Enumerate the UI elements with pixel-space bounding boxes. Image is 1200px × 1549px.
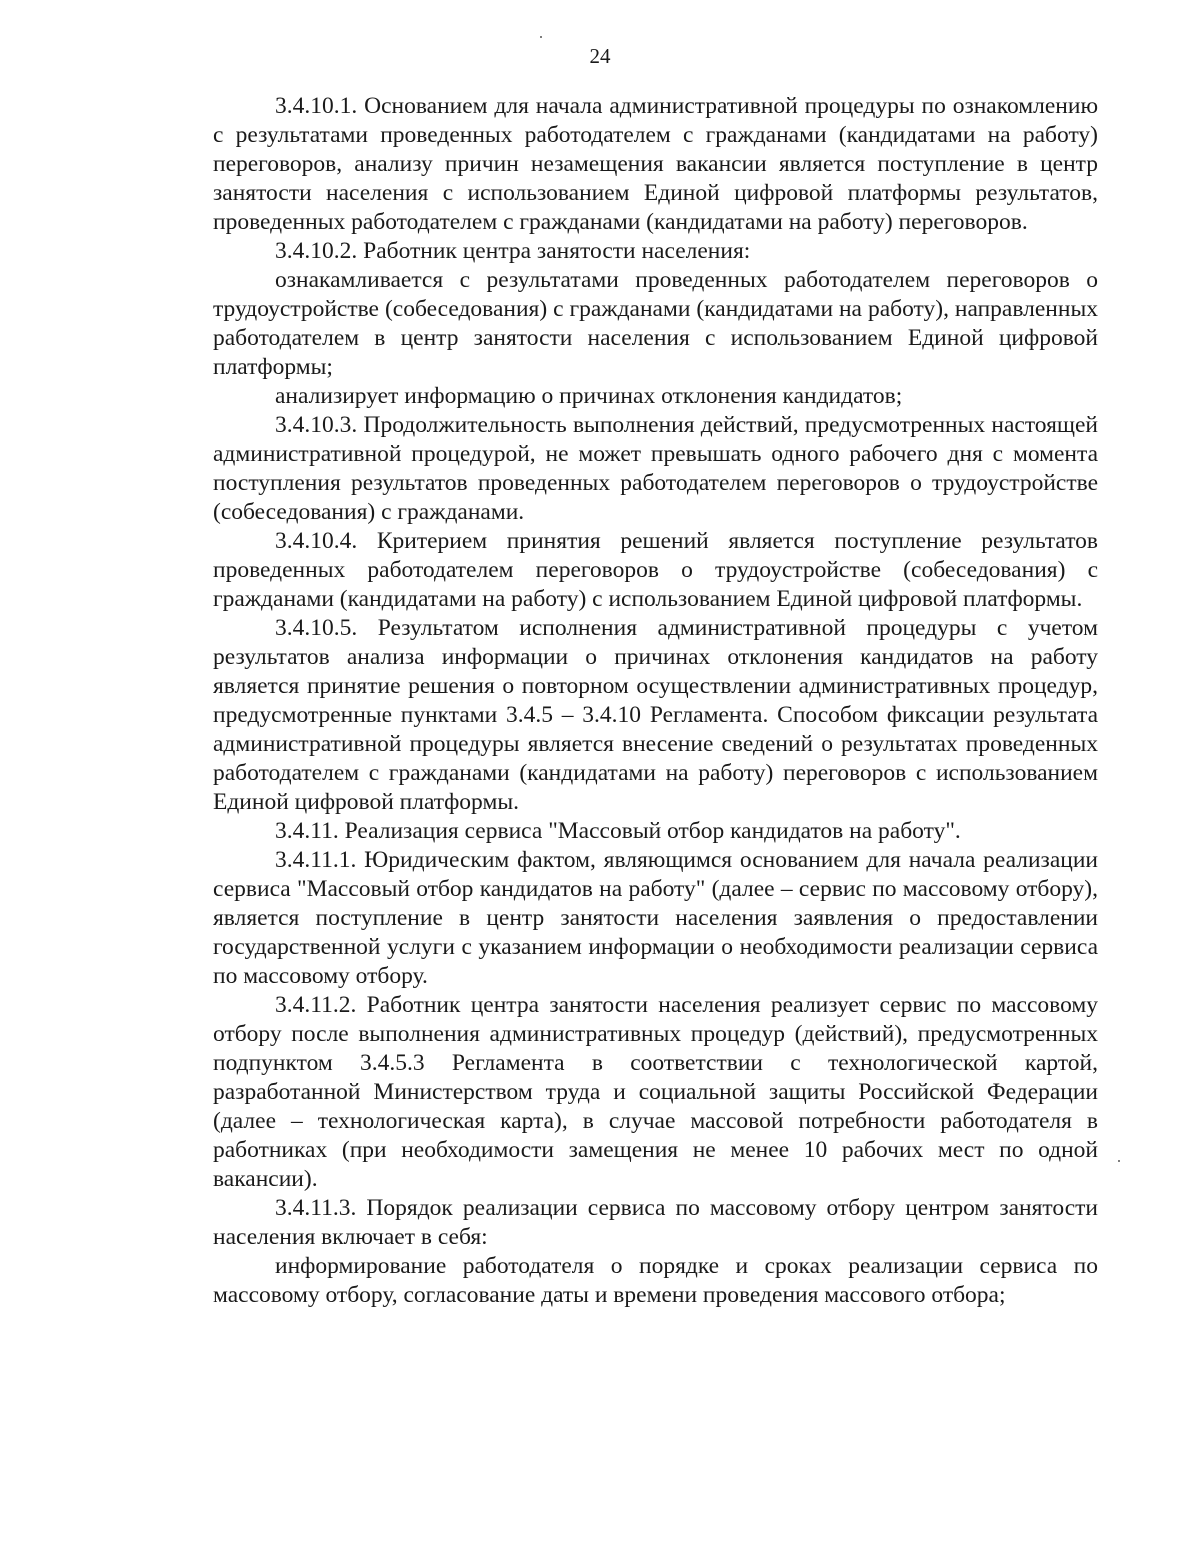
- paragraph: 3.4.10.1. Основанием для начала административной процедуры по ознакомлению с результатами проведенных работодателем с гражданами (кандидатами на работу) переговоров, анализу причин незамещения вакансии является поступление в центр занятости населения с использованием Единой цифровой платформы результатов, проведенных работодателем с гражданами (кандидатами на работу) переговоров.: [213, 93, 1098, 235]
- document-body: [213, 92, 1098, 1310]
- paragraph: 3.4.10.2. Работник центра занятости населения:: [275, 238, 751, 264]
- paragraph: 3.4.10.3. Продолжительность выполнения действий, предусмотренных настоящей административной процедурой, не может превышать одного рабочего дня с момента поступления результатов проведенных работодателем переговоров о трудоустройстве (собеседования) с гражданами.: [213, 412, 1098, 525]
- paragraph: 3.4.11. Реализация сервиса "Массовый отбор кандидатов на работу".: [275, 818, 961, 844]
- paragraph: ознакамливается с результатами проведенных работодателем переговоров о трудоустройстве (собеседования) с гражданами (кандидатами на работу), направленных работодателем в центр занятости населения с использованием Единой цифровой платформы;: [213, 267, 1098, 380]
- scan-speck: [540, 36, 542, 38]
- page-number: 24: [589, 44, 611, 68]
- paragraph: анализирует информацию о причинах отклонения кандидатов;: [275, 383, 903, 409]
- paragraph: информирование работодателя о порядке и сроках реализации сервиса по массовому отбору, согласование даты и времени проведения массового отбора;: [213, 1253, 1098, 1308]
- paragraph: 3.4.10.4. Критерием принятия решений является поступление результатов проведенных работодателем переговоров о трудоустройстве (собеседования) с гражданами (кандидатами на работу) с использованием Единой цифровой платформы.: [213, 528, 1098, 612]
- paragraph: 3.4.10.5. Результатом исполнения административной процедуры с учетом результатов анализа информации о причинах отклонения кандидатов на работу является принятие решения о повторном осуществлении административных процедур, предусмотренные пунктами 3.4.5 – 3.4.10 Регламента. Способом фиксации результата административной процедуры является внесение сведений о результатах проведенных работодателем с гражданами (кандидатами на работу) переговоров с использованием Единой цифровой платформы.: [213, 615, 1098, 815]
- paragraph: 3.4.11.3. Порядок реализации сервиса по массовому отбору центром занятости населения включает в себя:: [213, 1195, 1098, 1250]
- paragraph: 3.4.11.2. Работник центра занятости населения реализует сервис по массовому отбору после выполнения административных процедур (действий), предусмотренных подпунктом 3.4.5.3 Регламента в соответствии с технологической картой, разработанной Министерством труда и социальной защиты Российской Федерации (далее – технологическая карта), в случае массовой потребности работодателя в работниках (при необходимости замещения не менее 10 рабочих мест по одной вакансии).: [213, 992, 1098, 1192]
- paragraph: 3.4.11.1. Юридическим фактом, являющимся основанием для начала реализации сервиса "Массовый отбор кандидатов на работу" (далее – сервис по массовому отбору), является поступление в центр занятости населения заявления о предоставлении государственной услуги с указанием информации о необходимости реализации сервиса по массовому отбору.: [213, 847, 1098, 989]
- scan-speck: [1118, 1160, 1120, 1162]
